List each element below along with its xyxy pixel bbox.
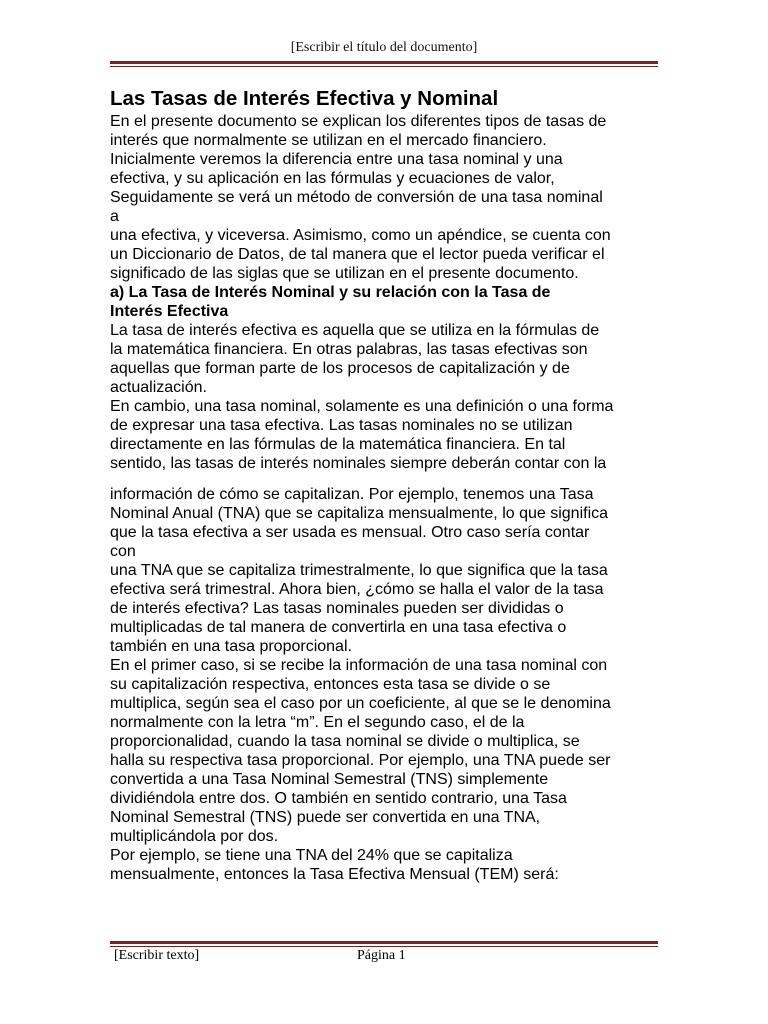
text-line: de interés efectiva? Las tasas nominales pueden ser divididas o <box>110 600 564 617</box>
text-line: Inicialmente veremos la diferencia entre una tasa nominal y una <box>110 151 563 168</box>
text-line: con <box>110 543 136 560</box>
header-divider <box>110 61 658 67</box>
text-line: La tasa de interés efectiva es aquella que se utiliza en la fórmulas de <box>110 322 600 339</box>
text-line: efectiva, y su aplicación en las fórmulas y ecuaciones de valor, <box>110 170 555 187</box>
text-line: proporcionalidad, cuando la tasa nominal se divide o multiplica, se <box>110 733 580 750</box>
text-line: Nominal Anual (TNA) que se capitaliza mensualmente, lo que significa <box>110 505 609 522</box>
text-line: significado de las siglas que se utilizan en el presente documento. <box>110 265 579 282</box>
text-line: un Diccionario de Datos, de tal manera que el lector pueda verificar el <box>110 246 605 263</box>
intro-paragraph <box>110 112 662 283</box>
text-line: también en una tasa proporcional. <box>110 638 352 655</box>
text-line: una efectiva, y viceversa. Asimismo, como un apéndice, se cuenta con <box>110 227 611 244</box>
text-line: Nominal Semestral (TNS) puede ser convertida en una TNA, <box>110 809 541 826</box>
text-line: En el presente documento se explican los diferentes tipos de tasas de <box>110 113 607 130</box>
text-line: sentido, las tasas de interés nominales siempre deberán contar con la <box>110 455 607 472</box>
text-line: normalmente con la letra “m”. En el segundo caso, el de la <box>110 714 525 731</box>
header-title-placeholder[interactable]: [Escribir el título del documento] <box>290 40 478 55</box>
footer-text-placeholder[interactable]: [Escribir texto] <box>114 948 200 963</box>
text-line: multiplicándola por dos. <box>110 828 279 845</box>
text-line: En el primer caso, si se recibe la información de una tasa nominal con <box>110 657 608 674</box>
text-line: multiplica, según sea el caso por un coeficiente, al que se le denomina <box>110 695 611 712</box>
text-line: multiplicadas de tal manera de convertirla en una tasa efectiva o <box>110 619 567 636</box>
section-paragraphs-part2 <box>110 485 662 884</box>
document-title: Las Tasas de Interés Efectiva y Nominal <box>110 87 499 110</box>
text-line: Por ejemplo, se tiene una TNA del 24% que se capitaliza <box>110 847 513 864</box>
text-line: su capitalización respectiva, entonces esta tasa se divide o se <box>110 676 551 693</box>
text-line: de expresar una tasa efectiva. Las tasas nominales no se utilizan <box>110 417 573 434</box>
section-heading <box>110 283 662 321</box>
text-line: actualización. <box>110 379 207 396</box>
text-line: dividiéndola entre dos. O también en sentido contrario, una Tasa <box>110 790 567 807</box>
text-line: la matemática financiera. En otras palabras, las tasas efectivas son <box>110 341 588 358</box>
footer-divider <box>110 941 658 947</box>
page-body-bottom <box>110 485 662 884</box>
section-paragraphs-part1 <box>110 321 662 473</box>
page-number: Página 1 <box>357 948 406 963</box>
page-body-top <box>110 86 662 473</box>
text-line: información de cómo se capitalizan. Por ejemplo, tenemos una Tasa <box>110 486 594 503</box>
text-line: efectiva será trimestral. Ahora bien, ¿cómo se halla el valor de la tasa <box>110 581 604 598</box>
text-line: halla su respectiva tasa proporcional. Por ejemplo, una TNA puede ser <box>110 752 611 769</box>
text-line: que la tasa efectiva a ser usada es mensual. Otro caso sería contar <box>110 524 590 541</box>
heading-line: a) La Tasa de Interés Nominal y su relación con la Tasa de <box>110 284 551 301</box>
text-line: Seguidamente se verá un método de conversión de una tasa nominal <box>110 189 603 206</box>
text-line: En cambio, una tasa nominal, solamente es una definición o una forma <box>110 398 614 415</box>
text-line: convertida a una Tasa Nominal Semestral (TNS) simplemente <box>110 771 549 788</box>
text-line: directamente en las fórmulas de la matemática financiera. En tal <box>110 436 566 453</box>
text-line: mensualmente, entonces la Tasa Efectiva Mensual (TEM) será: <box>110 866 559 883</box>
heading-line: Interés Efectiva <box>110 303 229 320</box>
text-line: a <box>110 208 119 225</box>
text-line: aquellas que forman parte de los procesos de capitalización y de <box>110 360 570 377</box>
text-line: interés que normalmente se utilizan en el mercado financiero. <box>110 132 547 149</box>
text-line: una TNA que se capitaliza trimestralmente, lo que significa que la tasa <box>110 562 608 579</box>
